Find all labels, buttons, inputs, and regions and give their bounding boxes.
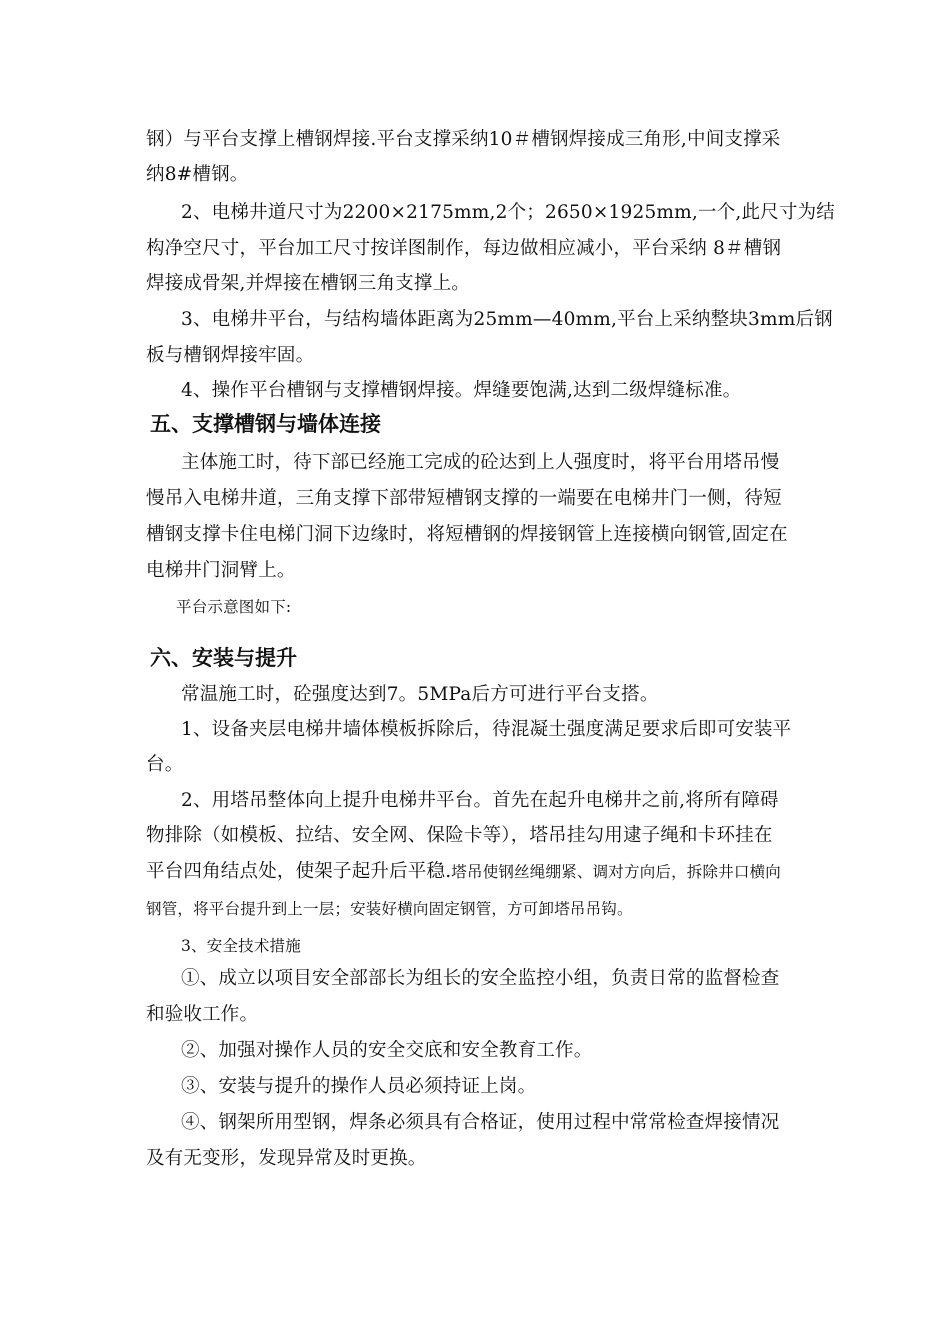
list-item-line: 焊接成骨架,并焊接在槽钢三角支撑上。	[146, 273, 470, 294]
section-heading: 六、安装与提升	[150, 646, 297, 670]
section-heading: 五、支撑槽钢与墙体连接	[150, 412, 381, 436]
paragraph-line: 慢吊入电梯井道，三角支撑下部带短槽钢支撑的一端要在电梯井门一侧，待短	[146, 488, 782, 509]
list-item-line: 构净空尺寸，平台加工尺寸按详图制作，每边做相应减小，平台采纳 8＃槽钢	[146, 238, 782, 259]
diagram-note: 平台示意图如下:	[176, 598, 292, 616]
measure-line: ②、加强对操作人员的安全交底和安全教育工作。	[181, 1040, 593, 1061]
paragraph-line: 槽钢支撑卡住电梯门洞下边缘时，将短槽钢的焊接钢管上连接横向钢管,固定在	[146, 524, 788, 545]
list-item-line: 台。	[146, 754, 184, 775]
list-item-line: 板与槽钢焊接牢固。	[146, 345, 315, 366]
paragraph-line: 常温施工时，砼强度达到7。5MPa后方可进行平台支搭。	[181, 684, 659, 705]
measure-line: 和验收工作。	[146, 1004, 259, 1025]
paragraph-line: 电梯井门洞臂上。	[146, 560, 296, 581]
measure-line: 及有无变形，发现异常及时更换。	[146, 1148, 427, 1169]
paragraph-line: 主体施工时，待下部已经施工完成的砼达到上人强度时，将平台用塔吊慢	[181, 452, 780, 473]
list-item-segment: 塔吊使钢丝绳绷紧、调对方向后，拆除井口横向	[451, 863, 781, 881]
list-item-line: 2、用塔吊整体向上提升电梯井平台。首先在起升电梯井之前,将所有障碍	[181, 790, 779, 811]
list-item-line: 钢管，将平台提升到上一层；安装好横向固定钢管，方可卸塔吊吊钩。	[146, 900, 633, 918]
measure-line: ③、安装与提升的操作人员必须持证上岗。	[181, 1076, 537, 1097]
list-item-line: 3、电梯井平台，与结构墙体距离为25mm—40mm,平台上采纳整块3mm后钢	[181, 309, 833, 330]
list-item-line: 1、设备夹层电梯井墙体模板拆除后，待混凝土强度满足要求后即可安装平	[181, 719, 792, 740]
measure-line: ④、钢架所用型钢，焊条必须具有合格证，使用过程中常常检查焊接情况	[181, 1112, 780, 1133]
list-item-line	[146, 859, 781, 885]
list-item-line: 3、安全技术措施	[181, 937, 301, 955]
paragraph-line: 纳8#槽钢。	[146, 164, 249, 185]
list-item-line: 4、操作平台槽钢与支撑槽钢焊接。焊缝要饱满,达到二级焊缝标准。	[181, 380, 742, 401]
list-item-line: 物排除（如模板、拉结、安全网、保险卡等），塔吊挂勾用逮子绳和卡环挂在	[146, 825, 773, 846]
measure-line: ①、成立以项目安全部部长为组长的安全监控小组，负责日常的监督检查	[181, 968, 780, 989]
list-item-line: 2、电梯井道尺寸为2200×2175mm,2个；2650×1925mm,一个,此尺寸为结	[181, 202, 835, 223]
list-item-segment: 平台四角结点处，使架子起升后平稳.	[146, 861, 452, 882]
paragraph-line: 钢）与平台支撑上槽钢焊接.平台支撑采纳10＃槽钢焊接成三角形,中间支撑采	[146, 129, 781, 150]
